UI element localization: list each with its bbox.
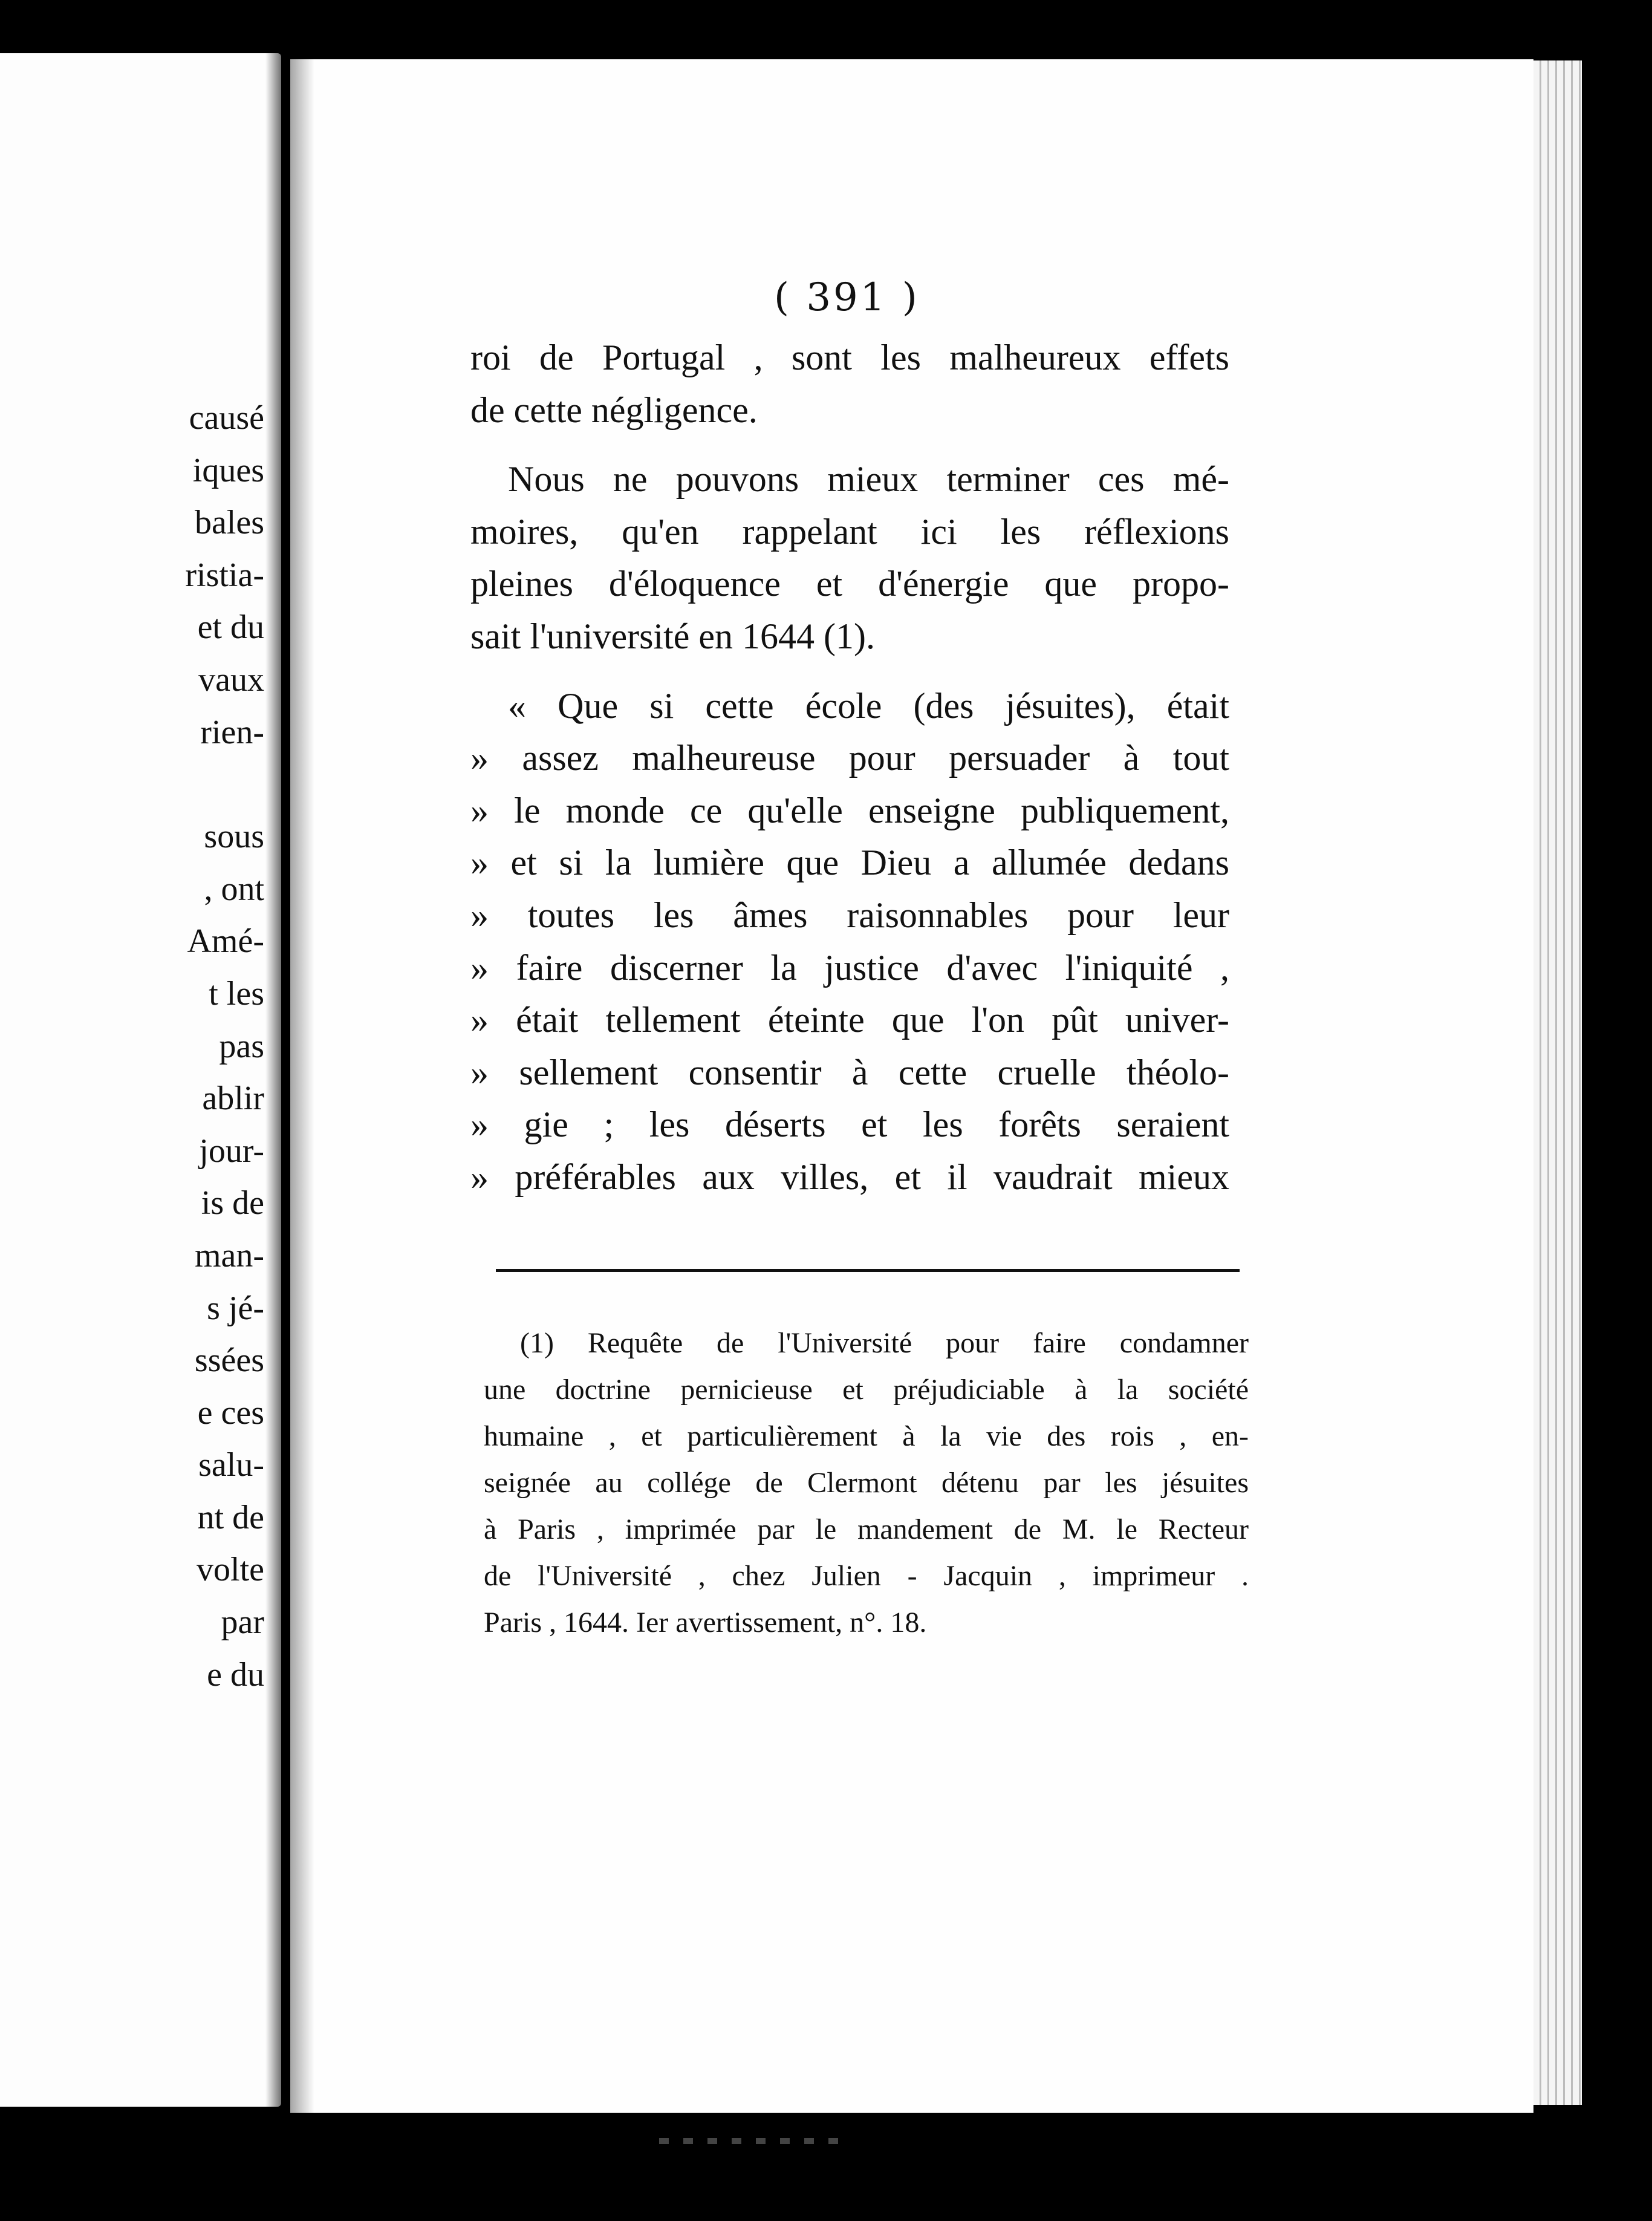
- text-line: roi de Portugal , sont les malheureux effets: [470, 338, 1229, 377]
- left-line: t les: [209, 974, 264, 1013]
- left-line: et du: [197, 608, 264, 647]
- left-line: sous: [204, 818, 264, 856]
- left-line: bales: [194, 504, 264, 542]
- left-line: , ont: [204, 870, 264, 908]
- left-line: par: [221, 1603, 264, 1642]
- footnote-line: une doctrine pernicieuse et préjudiciable à la société: [484, 1374, 1249, 1406]
- body-text: [470, 331, 1229, 1204]
- page-number: ( 391 ): [774, 275, 920, 320]
- left-line: ssées: [194, 1342, 264, 1380]
- left-line: pas: [219, 1027, 264, 1065]
- left-line: e du: [207, 1655, 264, 1694]
- footnote-line: humaine , et particulièrement à la vie des rois , en-: [484, 1420, 1249, 1452]
- text-line: moires, qu'en rappelant ici les réflexions: [470, 511, 1229, 552]
- text-line: » le monde ce qu'elle enseigne publiquement,: [470, 790, 1229, 830]
- left-line: salu-: [198, 1446, 264, 1484]
- footnote-rule: [496, 1269, 1240, 1272]
- left-line: man-: [194, 1236, 264, 1274]
- left-page-text: [185, 392, 264, 1701]
- text-line: » toutes les âmes raisonnables pour leur: [470, 895, 1229, 935]
- left-line-gap: [185, 758, 264, 810]
- footnote-line: (1) Requête de l'Université pour faire condamner: [520, 1327, 1249, 1359]
- footnote-line: de l'Université , chez Julien - Jacquin , imprimeur .: [484, 1560, 1249, 1592]
- text-line: de cette négligence.: [470, 390, 758, 430]
- text-line: sait l'université en 1644 (1).: [470, 616, 875, 656]
- text-line: » et si la lumière que Dieu a allumée dedans: [470, 843, 1229, 883]
- paragraph: [470, 331, 1229, 436]
- page-edge-stack: [1533, 60, 1582, 2105]
- left-line: Amé-: [187, 922, 264, 960]
- left-page: [0, 53, 281, 2107]
- bottom-edge-marks: [659, 2138, 841, 2144]
- footnote: [484, 1320, 1249, 1646]
- left-line: ristia-: [185, 556, 264, 594]
- right-gutter-shadow: [290, 59, 314, 2113]
- left-line: iques: [192, 451, 264, 489]
- left-line: ablir: [202, 1080, 264, 1118]
- text-line: » faire discerner la justice d'avec l'iniquité ,: [470, 947, 1229, 988]
- left-line: nt de: [197, 1498, 264, 1536]
- left-line: is de: [201, 1184, 264, 1222]
- left-line: rien-: [200, 713, 264, 751]
- left-line: e ces: [197, 1394, 264, 1432]
- text-line: » préférables aux villes, et il vaudrait mieux: [470, 1156, 1229, 1197]
- left-line: jour-: [199, 1132, 264, 1170]
- left-line: volte: [197, 1551, 264, 1589]
- text-line: » assez malheureuse pour persuader à tout: [470, 738, 1229, 778]
- text-line: pleines d'éloquence et d'énergie que propo-: [470, 564, 1229, 604]
- text-line: « Que si cette école (des jésuites), était: [508, 685, 1229, 726]
- footnote-line: à Paris , imprimée par le mandement de M. le Recteur: [484, 1513, 1249, 1545]
- text-line: » gie ; les déserts et les forêts seraient: [470, 1104, 1229, 1145]
- text-line: » était tellement éteinte que l'on pût univer-: [470, 1000, 1229, 1040]
- footnote-line: seignée au collége de Clermont détenu par les jésuites: [484, 1467, 1249, 1499]
- left-gutter-shadow: [265, 53, 281, 2107]
- text-line: » sellement consentir à cette cruelle théolo-: [470, 1052, 1229, 1092]
- footnote-line: Paris , 1644. Ier avertissement, n°. 18.: [484, 1606, 927, 1639]
- left-line: vaux: [198, 660, 264, 699]
- paragraph: [470, 453, 1229, 662]
- text-line: Nous ne pouvons mieux terminer ces mé-: [508, 459, 1229, 500]
- left-line: s jé-: [207, 1289, 264, 1327]
- left-line: causé: [189, 399, 264, 437]
- quotation-paragraph: [470, 680, 1229, 1204]
